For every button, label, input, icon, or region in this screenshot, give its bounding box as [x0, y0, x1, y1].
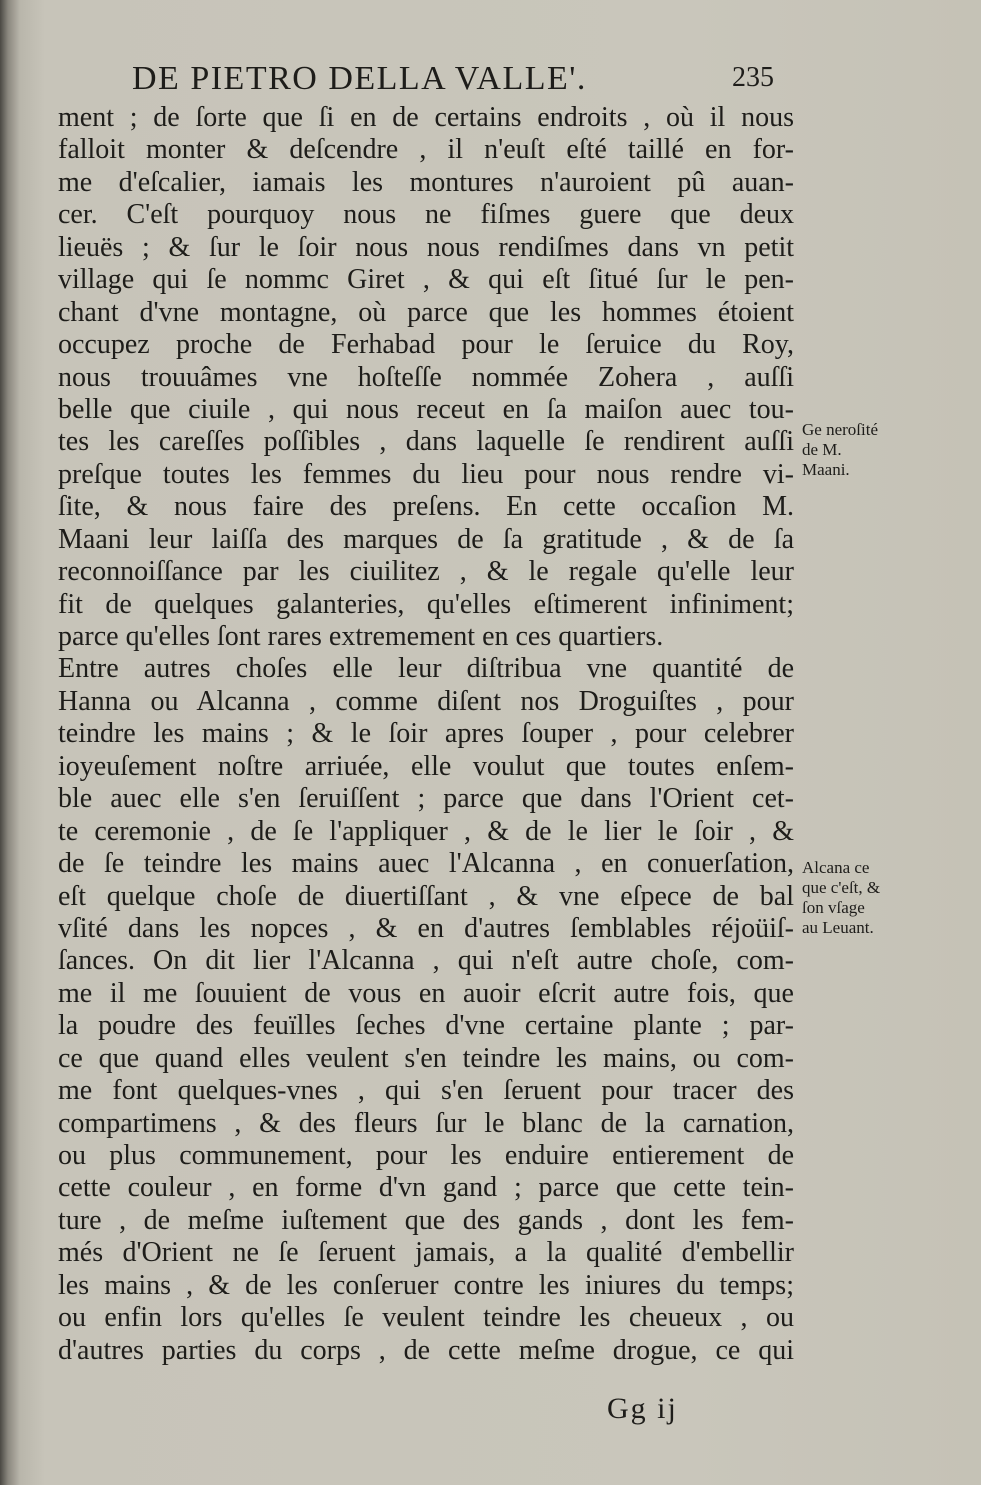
page-number: 235	[732, 62, 774, 93]
text-line: parce qu'elles ſont rares extremement en ces quartiers.	[58, 621, 664, 652]
text-line: eſt quelque choſe de diuertiſſant , & vne eſpece de bal	[58, 880, 794, 912]
text-line: nous trouuâmes vne hoſteſſe nommée Zohera , auſſi	[58, 361, 794, 393]
text-line: ou plus communement, pour les enduire entierement de	[58, 1140, 794, 1171]
text-line: tes les careſſes poſſibles , dans laquelle ſe rendirent auſſi	[58, 426, 794, 458]
margin-note-generosity	[802, 420, 980, 480]
text-line: ſite, & nous faire des preſens. En cette occaſion M.	[58, 491, 794, 523]
text-line: Entre autres choſes elle leur diſtribua vne quantité de	[58, 653, 794, 685]
page-header	[40, 60, 810, 104]
body-text	[58, 102, 794, 1367]
text-line: occupez proche de Ferhabad pour le ſeruice du Roy,	[58, 329, 794, 361]
running-title: DE PIETRO DELLA VALLE'.	[132, 60, 587, 97]
text-line: Hanna ou Alcanna , comme diſent nos Droguiſtes , pour	[58, 685, 794, 717]
text-line: lieuës ; & ſur le ſoir nous nous rendiſmes dans vn petit	[58, 231, 794, 263]
margin-note-alcana	[802, 858, 980, 938]
text-line: belle que ciuile , qui nous receut en ſa maiſon auec tou-	[58, 393, 794, 425]
text-line: preſque toutes les femmes du lieu pour nous rendre vi-	[58, 458, 794, 490]
text-line: me d'eſcalier, iamais les montures n'auroient pû auan-	[58, 166, 794, 198]
text-line: les mains , & de les conſeruer contre les iniures du temps;	[58, 1269, 794, 1301]
text-line: te ceremonie , de ſe l'appliquer , & de le lier le ſoir , &	[58, 815, 794, 847]
margin-note-line: Ge neroſité	[802, 420, 878, 439]
margin-note-line: Maani.	[802, 460, 850, 479]
text-line: village qui ſe nommc Giret , & qui eſt ſitué ſur le pen-	[58, 264, 794, 296]
text-line: Maani leur laiſſa des marques de ſa gratitude , & de ſa	[58, 523, 794, 555]
margin-note-line: Alcana ce	[802, 858, 870, 877]
text-line: reconnoiſſance par les ciuilitez , & le regale qu'elle leur	[58, 556, 794, 588]
margin-note-line: que c'eſt, &	[802, 878, 881, 897]
text-line: me font quelques-vnes , qui s'en ſeruent pour tracer des	[58, 1075, 794, 1107]
text-line: ioyeuſement noſtre arriuée, elle voulut que toutes enſem-	[58, 750, 794, 782]
text-line: vſité dans les nopces , & en d'autres ſemblables réjoüiſ-	[58, 912, 794, 944]
text-line: falloit monter & deſcendre , il n'euſt eſté taillé en for-	[58, 134, 794, 166]
text-line: ture , de meſme iuſtement que des gands , dont les fem-	[58, 1204, 794, 1236]
text-line: ſances. On dit lier l'Alcanna , qui n'eſt autre choſe, com-	[58, 945, 794, 977]
text-line: més d'Orient ne ſe ſeruent jamais, a la qualité d'embellir	[58, 1237, 794, 1269]
text-line: cer. C'eſt pourquoy nous ne fiſmes guere que deux	[58, 199, 794, 231]
margin-note-line: de M.	[802, 440, 842, 459]
margin-note-line: au Leuant.	[802, 918, 874, 937]
text-line: ble auec elle s'en ſeruiſſent ; parce que dans l'Orient cet-	[58, 783, 794, 815]
text-line: cette couleur , en forme d'vn gand ; parce que cette tein-	[58, 1172, 794, 1204]
text-line: d'autres parties du corps , de cette meſme drogue, ce qui	[58, 1334, 794, 1366]
text-line: ou enfin lors qu'elles ſe veulent teindre les cheueux , ou	[58, 1302, 794, 1334]
text-line: fit de quelques galanteries, qu'elles eſtimerent infiniment;	[58, 588, 794, 620]
signature-mark: Gg ij	[607, 1392, 678, 1425]
text-line: teindre les mains ; & le ſoir apres ſouper , pour celebrer	[58, 718, 794, 750]
text-line: compartimens , & des fleurs ſur le blanc de la carnation,	[58, 1107, 794, 1139]
text-line: chant d'vne montagne, où parce que les hommes étoient	[58, 296, 794, 328]
text-line: de ſe teindre les mains auec l'Alcanna , en conuerſation,	[58, 848, 794, 880]
text-line: ce que quand elles veulent s'en teindre les mains, ou com-	[58, 1042, 794, 1074]
text-line: la poudre des feuïlles ſeches d'vne certaine plante ; par-	[58, 1010, 794, 1042]
margin-note-line: ſon vſage	[802, 898, 865, 917]
text-line: ment ; de ſorte que ſi en de certains endroits , où il nous	[58, 102, 794, 133]
text-line: me il me ſouuient de vous en auoir eſcrit autre fois, que	[58, 977, 794, 1009]
